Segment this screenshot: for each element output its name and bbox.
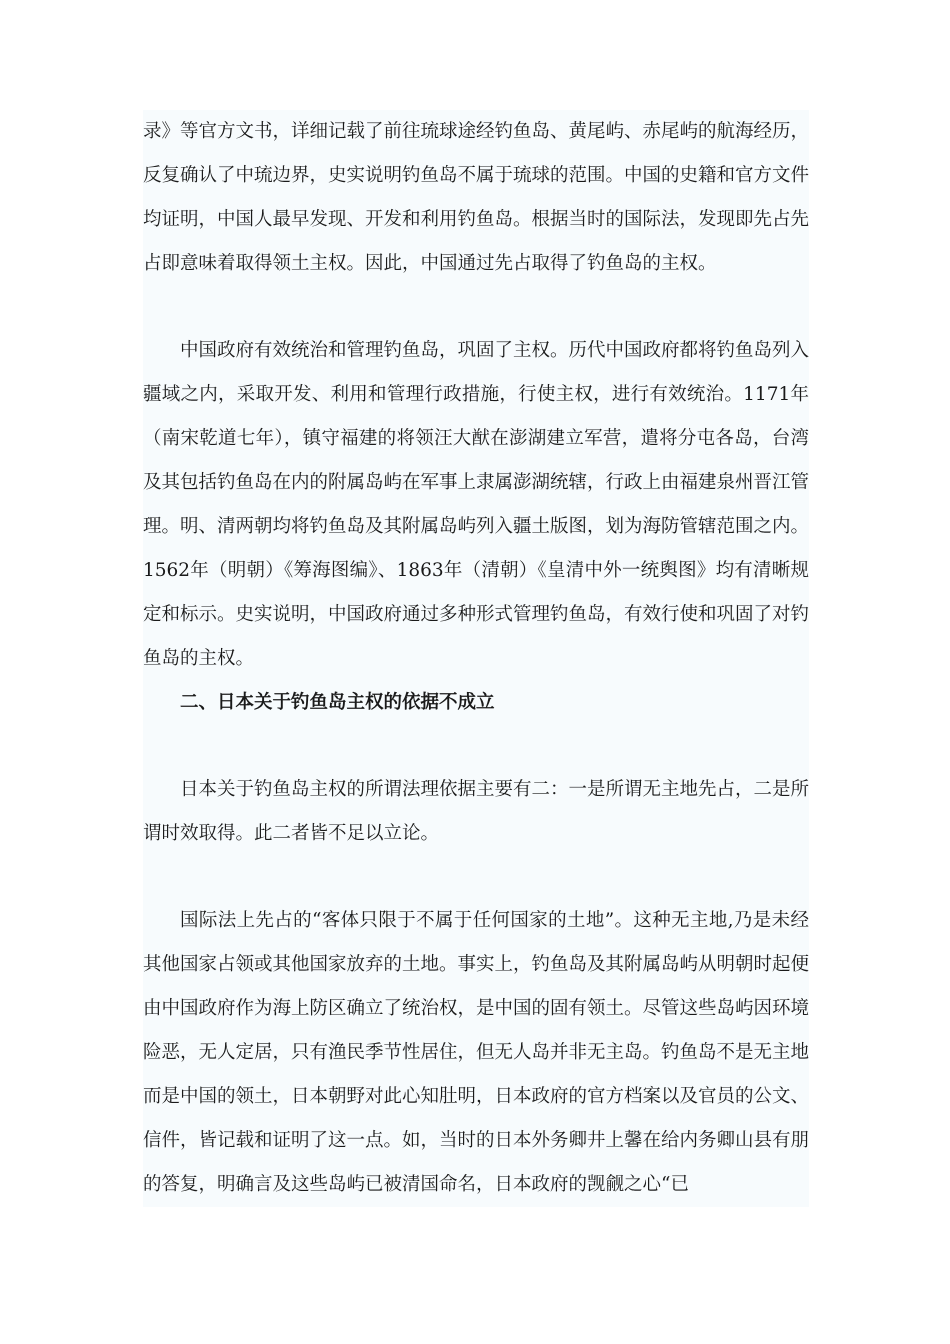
section-heading: 二、日本关于钓鱼岛主权的依据不成立 (180, 692, 495, 713)
paragraph-effective-governance: 中国政府有效统治和管理钓鱼岛，巩固了主权。历代中国政府都将钓鱼岛列入疆域之内，采取开发、利用和管理行政措施，行使主权，进行有效统治。1171年（南宋乾道七年），镇守福建的将领汪大猷在澎湖建立军营，遣将分屯各岛，台湾及其包括钓鱼岛在内的附属岛屿在军事上隶属澎湖统辖，行政上由福建泉州晋江管理。明、清两朝均将钓鱼岛及其附属岛屿列入疆土版图，划为海防管辖范围之内。1562年（明朝）《筹海图编》、1863年（清朝）《皇清中外一统舆图》均有清晰规定和标示。史实说明，中国政府通过多种形式管理钓鱼岛，有效行使和巩固了对钓鱼岛的主权。 (143, 340, 810, 669)
paragraph-spacer (143, 725, 809, 768)
paragraph-spacer (143, 286, 809, 329)
document-body (143, 110, 809, 1207)
paragraph-first-occupation: 录》等官方文书，详细记载了前往琉球途经钓鱼岛、黄尾屿、赤尾屿的航海经历，反复确认了中琉边界，史实说明钓鱼岛不属于琉球的范围。中国的史籍和官方文件均证明，中国人最早发现、开发和利用钓鱼岛。根据当时的国际法，发现即先占先占即意味着取得领土主权。因此，中国通过先占取得了钓鱼岛的主权。 (143, 121, 810, 274)
paragraph-terra-nullius: 国际法上先占的“客体只限于不属于任何国家的土地”。这种无主地,乃是未经其他国家占领或其他国家放弃的土地。事实上，钓鱼岛及其附属岛屿从明朝时起便由中国政府作为海上防区确立了统治权，是中国的固有领土。尽管这些岛屿因环境险恶，无人定居，只有渔民季节性居住，但无人岛并非无主岛。钓鱼岛不是无主地而是中国的领土，日本朝野对此心知肚明，日本政府的官方档案以及官员的公文、信件，皆记载和证明了这一点。如，当时的日本外务卿井上馨在给内务卿山县有朋的答复，明确言及这些岛屿已被清国命名，日本政府的觊觎之心“已 (143, 910, 810, 1195)
paragraph-spacer (143, 856, 809, 899)
paragraph-japan-claims: 日本关于钓鱼岛主权的所谓法理依据主要有二：一是所谓无主地先占，二是所谓时效取得。此二者皆不足以立论。 (143, 779, 810, 844)
